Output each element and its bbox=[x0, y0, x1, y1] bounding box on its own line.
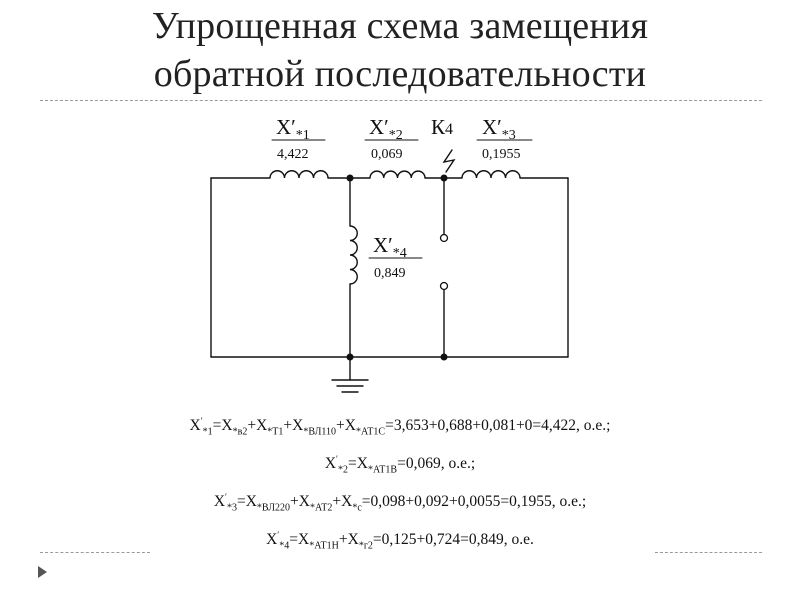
formula-text: =X bbox=[348, 455, 368, 473]
formula-text: X bbox=[324, 455, 337, 473]
formula-text: +X bbox=[283, 417, 304, 435]
formula-text: +X bbox=[338, 531, 359, 549]
formula-text: =0,125+0,724=0,849, о.е. bbox=[372, 531, 534, 549]
formula-subscript: *ВЛ220 bbox=[256, 502, 290, 514]
formula-subscript: *АТ1Н bbox=[309, 540, 339, 552]
formula-subscript: *1 bbox=[202, 426, 213, 438]
formula-text: =X bbox=[289, 531, 310, 549]
title-line-1: Упрощенная схема замещения bbox=[151, 5, 649, 47]
formula-subscript: *АТ1В bbox=[367, 464, 398, 476]
fault-lightning-icon bbox=[444, 150, 454, 172]
formula-text: +X bbox=[290, 493, 310, 511]
inductor-x1-coil bbox=[270, 171, 328, 178]
formula-prime: ′ bbox=[336, 454, 339, 464]
open-contact-upper bbox=[441, 235, 448, 242]
formula-subscript: *Т1 bbox=[267, 426, 284, 438]
formula-prime: ′ bbox=[277, 530, 280, 540]
formula-prime: ′ bbox=[200, 416, 203, 426]
fault-point-label: К4 bbox=[431, 115, 454, 139]
formula-text: X bbox=[266, 531, 278, 549]
formula-subscript: *АТ1С bbox=[355, 426, 386, 438]
x2-value: 0,069 bbox=[371, 147, 403, 162]
formula-text: X bbox=[189, 417, 201, 435]
inductor-x2-coil bbox=[370, 171, 425, 178]
x3-value: 0,1955 bbox=[482, 147, 521, 162]
formula-text: =X bbox=[212, 417, 233, 435]
formula-text: =X bbox=[236, 493, 257, 511]
formula-text: =3,653+0,688+0,081+0=4,422, о.е.; bbox=[385, 417, 611, 435]
formula-subscript: *2 bbox=[338, 464, 349, 476]
inductor-x4-coil bbox=[350, 226, 357, 284]
formula-text: +X bbox=[332, 493, 353, 511]
formula-text: +X bbox=[247, 417, 268, 435]
formula-block bbox=[0, 402, 800, 554]
formula-line bbox=[0, 516, 800, 554]
formula-text: X bbox=[213, 493, 226, 511]
formula-line bbox=[0, 440, 800, 478]
junction-dot-bottom-mid bbox=[347, 354, 354, 361]
junction-dot-top-fault bbox=[441, 175, 448, 182]
x1-value: 4,422 bbox=[277, 147, 309, 162]
x1-symbol: $X'_{*1}$ bbox=[276, 115, 310, 143]
formula-subscript: *3 bbox=[226, 502, 237, 514]
x4-symbol: $X'_{*4}$ bbox=[373, 233, 407, 261]
formula-subscript: *ВЛ110 bbox=[303, 426, 337, 438]
formula-subscript: *в2 bbox=[232, 426, 248, 438]
slide-nav-arrow-icon[interactable] bbox=[38, 566, 47, 578]
x3-symbol: $X'_{*3}$ bbox=[482, 115, 516, 143]
inductor-x3-coil bbox=[462, 171, 520, 178]
formula-subscript: *АТ2 bbox=[309, 502, 333, 514]
formula-line bbox=[0, 478, 800, 516]
formula-line bbox=[0, 402, 800, 440]
formula-subscript: *г2 bbox=[358, 540, 373, 552]
formula-subscript: *с bbox=[352, 502, 362, 514]
open-contact-lower bbox=[441, 283, 448, 290]
formula-text: =0,069, о.е.; bbox=[397, 455, 476, 473]
title-line-2: обратной последовательности bbox=[153, 53, 647, 95]
junction-dot-bottom-fault bbox=[441, 354, 448, 361]
formula-text: =0,098+0,092+0,0055=0,1955, о.е.; bbox=[361, 493, 587, 511]
x4-value: 0,849 bbox=[374, 266, 406, 281]
junction-dot-top-mid bbox=[347, 175, 354, 182]
formula-text: +X bbox=[336, 417, 356, 435]
x2-symbol: $X'_{*2}$ bbox=[369, 115, 403, 143]
formula-subscript: *4 bbox=[279, 540, 290, 552]
formula-prime: ′ bbox=[225, 492, 227, 502]
